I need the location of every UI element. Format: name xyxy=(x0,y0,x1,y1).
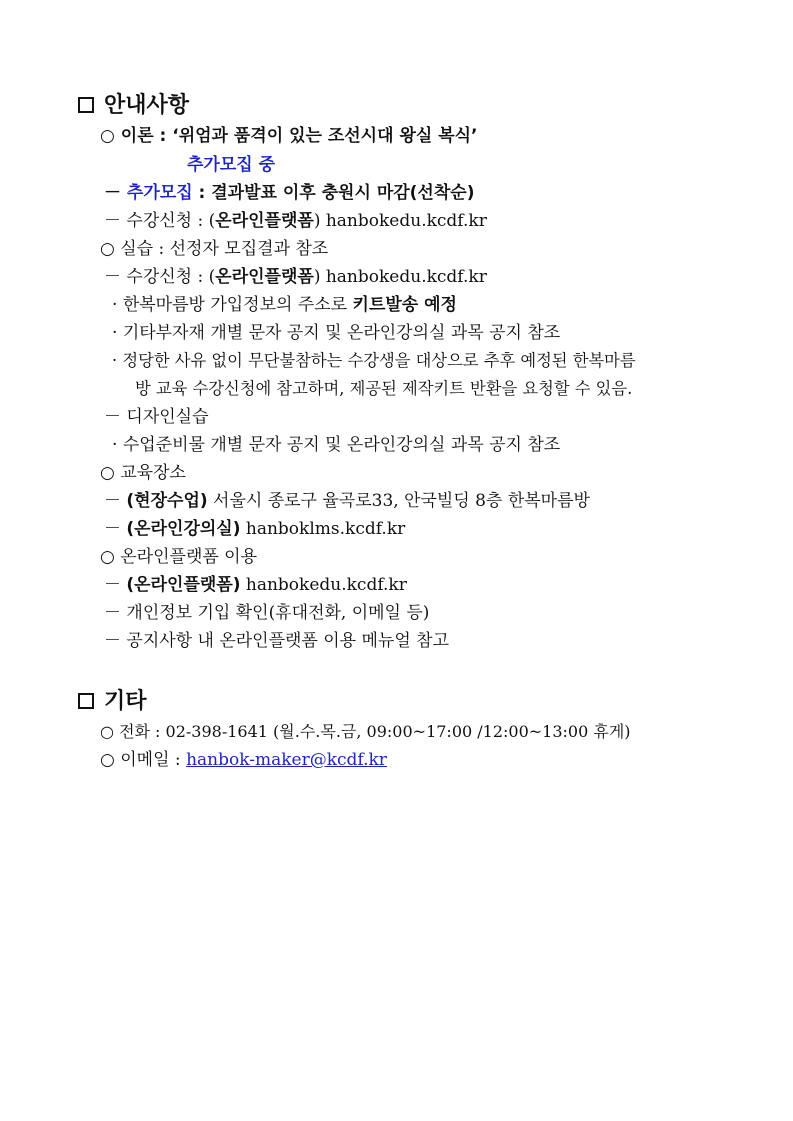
online-classroom-line xyxy=(104,517,405,541)
circle-bullet-icon: ○ xyxy=(100,463,115,483)
platform-item-2 xyxy=(104,601,429,625)
email-link[interactable]: hanbok-maker@kcdf.kr xyxy=(186,750,387,770)
section-title: 기타 xyxy=(104,689,147,714)
section-title: 안내사항 xyxy=(104,93,190,118)
platform-line xyxy=(100,545,257,569)
materials-text: 기타부자재 개별 문자 공지 및 온라인강의실 과목 공지 참조 xyxy=(122,323,561,343)
circle-bullet-icon: ○ xyxy=(100,750,115,770)
circle-bullet-icon: ○ xyxy=(100,126,115,146)
circle-bullet-icon: ○ xyxy=(100,722,114,741)
circle-bullet-icon: ○ xyxy=(100,239,115,259)
absence-text-line1: 정당한 사유 없이 무단불참하는 수강생을 대상으로 추후 예정된 한복마름 xyxy=(122,351,636,370)
signup-platform: 온라인플랫폼 xyxy=(215,211,314,231)
checkbox-square-icon xyxy=(78,693,94,709)
platform-label: 온라인플랫폼 이용 xyxy=(120,547,258,567)
kit-text: 한복마름방 가입정보의 주소로 xyxy=(122,295,353,315)
dash-marker: － xyxy=(104,407,121,427)
deadline-text: : 결과발표 이후 충원시 마감(선착순) xyxy=(192,183,475,203)
signup-suffix: ) hanbokedu.kcdf.kr xyxy=(313,211,487,231)
dash-marker: － xyxy=(104,491,121,511)
online-classroom-label: (온라인강의실) xyxy=(126,519,241,539)
dash-marker: － xyxy=(104,519,121,539)
platform-item-1-text: hanbokedu.kcdf.kr xyxy=(240,575,407,595)
signup-suffix: ) hanbokedu.kcdf.kr xyxy=(313,267,487,287)
phone-line xyxy=(100,720,631,744)
kit-bullet xyxy=(112,293,457,317)
absence-text-line2: 방 교육 수강신청에 참고하며, 제공된 제작키트 반환을 요청할 수 있음. xyxy=(135,379,633,398)
platform-item-1 xyxy=(104,573,407,597)
materials-bullet xyxy=(112,321,560,345)
dot-bullet-icon: · xyxy=(112,323,118,343)
theory-status: 추가모집 중 xyxy=(187,155,276,175)
dash-marker: － xyxy=(104,267,121,287)
practice-signup-line xyxy=(104,265,487,289)
onsite-line xyxy=(104,489,590,513)
phone-text: 전화 : 02-398-1641 (월.수.목.금, 09:00~17:00 /12:00~13:00 휴게) xyxy=(119,722,631,741)
theory-line xyxy=(100,124,478,148)
absence-bullet xyxy=(112,349,636,373)
signup-prefix: 수강신청 : ( xyxy=(126,211,216,231)
dot-bullet-icon: · xyxy=(112,435,118,455)
kit-bold: 키트발송 예정 xyxy=(352,295,457,315)
platform-item-1-label: (온라인플랫폼) xyxy=(126,575,241,595)
supplies-text: 수업준비물 개별 문자 공지 및 온라인강의실 과목 공지 참조 xyxy=(122,435,561,455)
practice-label: 실습 : 선정자 모집결과 참조 xyxy=(120,239,329,259)
venue-line xyxy=(100,461,186,485)
onsite-text: 서울시 종로구 율곡로33, 안국빌딩 8층 한복마름방 xyxy=(207,491,590,511)
dot-bullet-icon: · xyxy=(112,351,118,370)
theory-signup-line xyxy=(104,209,487,233)
email-label: 이메일 : xyxy=(120,750,187,770)
design-line xyxy=(104,405,209,429)
email-line xyxy=(100,748,387,772)
deadline-line xyxy=(104,181,474,205)
supplies-bullet xyxy=(112,433,560,457)
circle-bullet-icon: ○ xyxy=(100,547,115,567)
onsite-label: (현장수업) xyxy=(126,491,208,511)
signup-platform: 온라인플랫폼 xyxy=(215,267,314,287)
dot-bullet-icon: · xyxy=(112,295,118,315)
dash-marker: － xyxy=(104,603,121,623)
dash-marker: － xyxy=(104,211,121,231)
dash-marker: － xyxy=(104,575,121,595)
dash-marker: － xyxy=(104,183,121,203)
deadline-label: 추가모집 xyxy=(126,183,193,203)
section-heading-etc xyxy=(78,688,147,716)
platform-item-3-text: 공지사항 내 온라인플랫폼 이용 메뉴얼 참고 xyxy=(126,631,450,651)
online-classroom-text: hanboklms.kcdf.kr xyxy=(240,519,406,539)
practice-line xyxy=(100,237,328,261)
platform-item-3 xyxy=(104,629,449,653)
platform-item-2-text: 개인정보 기입 확인(휴대전화, 이메일 등) xyxy=(126,603,430,623)
section-heading-guide xyxy=(78,92,189,120)
venue-label: 교육장소 xyxy=(120,463,186,483)
checkbox-square-icon xyxy=(78,97,94,113)
signup-prefix: 수강신청 : ( xyxy=(126,267,216,287)
theory-label: 이론 : ‘위엄과 품격이 있는 조선시대 왕실 복식’ xyxy=(120,126,478,146)
dash-marker: － xyxy=(104,631,121,651)
design-label: 디자인실습 xyxy=(126,407,209,427)
